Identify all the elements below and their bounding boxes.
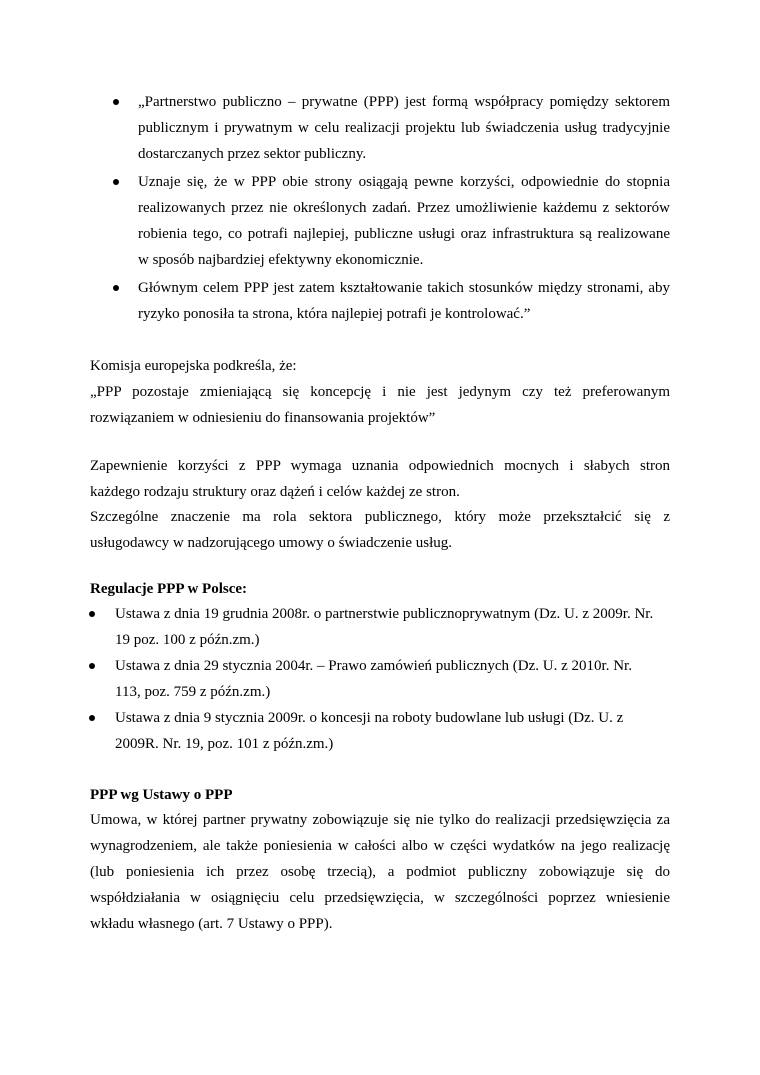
section-heading: Regulacje PPP w Polsce: [90, 581, 248, 597]
list-item-line: „Partnerstwo publiczno – prywatne (PPP) jest formą współpracy pomiędzy sektorem [138, 94, 670, 110]
text-line: współdziałania w osiągnięciu celu przedsięwzięcia, w szczególności poprzez wniesienie [90, 890, 670, 906]
text-line: wynagrodzeniem, ale także poniesienia w całości albo w części wydatków na jego realizację [90, 838, 670, 854]
list-item-line: 19 poz. 100 z późn.zm.) [115, 632, 260, 648]
section-heading: PPP wg Ustawy o PPP [90, 787, 233, 803]
list-item-line: realizowanych przez nie określonych zadań. Przez umożliwienie każdemu z sektorów [138, 200, 670, 216]
bullet-icon [89, 715, 95, 721]
list-item-line: Ustawa z dnia 19 grudnia 2008r. o partnerstwie publicznoprywatnym (Dz. U. z 2009r. Nr. [115, 606, 654, 622]
bullet-icon [89, 611, 95, 617]
bullet-icon [113, 179, 119, 185]
text-line: Komisja europejska podkreśla, że: [90, 358, 297, 374]
list-item-line: Głównym celem PPP jest zatem kształtowanie takich stosunków między stronami, aby [138, 280, 670, 296]
list-item-line: Ustawa z dnia 9 stycznia 2009r. o koncesji na roboty budowlane lub usługi (Dz. U. z [115, 710, 624, 726]
bullet-icon [113, 285, 119, 291]
list-item-line: Ustawa z dnia 29 stycznia 2004r. – Prawo zamówień publicznych (Dz. U. z 2010r. Nr. [115, 658, 632, 674]
text-line: usługodawcy w nadzorującego umowy o świadczenie usług. [90, 535, 452, 551]
text-line: każdego rodzaju struktury oraz dążeń i celów każdej ze stron. [90, 484, 460, 500]
text-line: Szczególne znaczenie ma rola sektora publicznego, który może przekształcić się z [90, 509, 670, 525]
text-line: Umowa, w której partner prywatny zobowiązuje się nie tylko do realizacji przedsięwzięcia za [90, 812, 670, 828]
list-item-line: Uznaje się, że w PPP obie strony osiągają pewne korzyści, odpowiednie do stopnia [138, 174, 670, 190]
list-item-line: publicznym i prywatnym w celu realizacji projektu lub świadczenia usług tradycyjnie [138, 120, 670, 136]
bullet-icon [89, 663, 95, 669]
list-item-line: ryzyko ponosiła ta strona, która najlepiej potrafi je kontrolować.” [138, 306, 531, 322]
text-line: wkładu własnego (art. 7 Ustawy o PPP). [90, 916, 333, 932]
text-line: „PPP pozostaje zmieniającą się koncepcję i nie jest jedynym czy też preferowanym [90, 384, 670, 400]
text-line: rozwiązaniem w odniesieniu do finansowania projektów” [90, 410, 436, 426]
list-item-line: 113, poz. 759 z późn.zm.) [115, 684, 271, 700]
list-item-line: dostarczanych przez sektor publiczny. [138, 146, 367, 162]
list-item-line: w sposób najbardziej efektywny ekonomicznie. [138, 252, 424, 268]
text-line: Zapewnienie korzyści z PPP wymaga uznania odpowiednich mocnych i słabych stron [90, 458, 670, 474]
text-line: (lub poniesienia ich przez osobę trzecią), a podmiot publiczny zobowiązuje się do [90, 864, 670, 880]
bullet-icon [113, 99, 119, 105]
list-item-line: 2009R. Nr. 19, poz. 101 z późn.zm.) [115, 736, 334, 752]
list-item-line: robienia tego, co potrafi najlepiej, publiczne usługi oraz infrastruktura są realizowane [138, 226, 670, 242]
